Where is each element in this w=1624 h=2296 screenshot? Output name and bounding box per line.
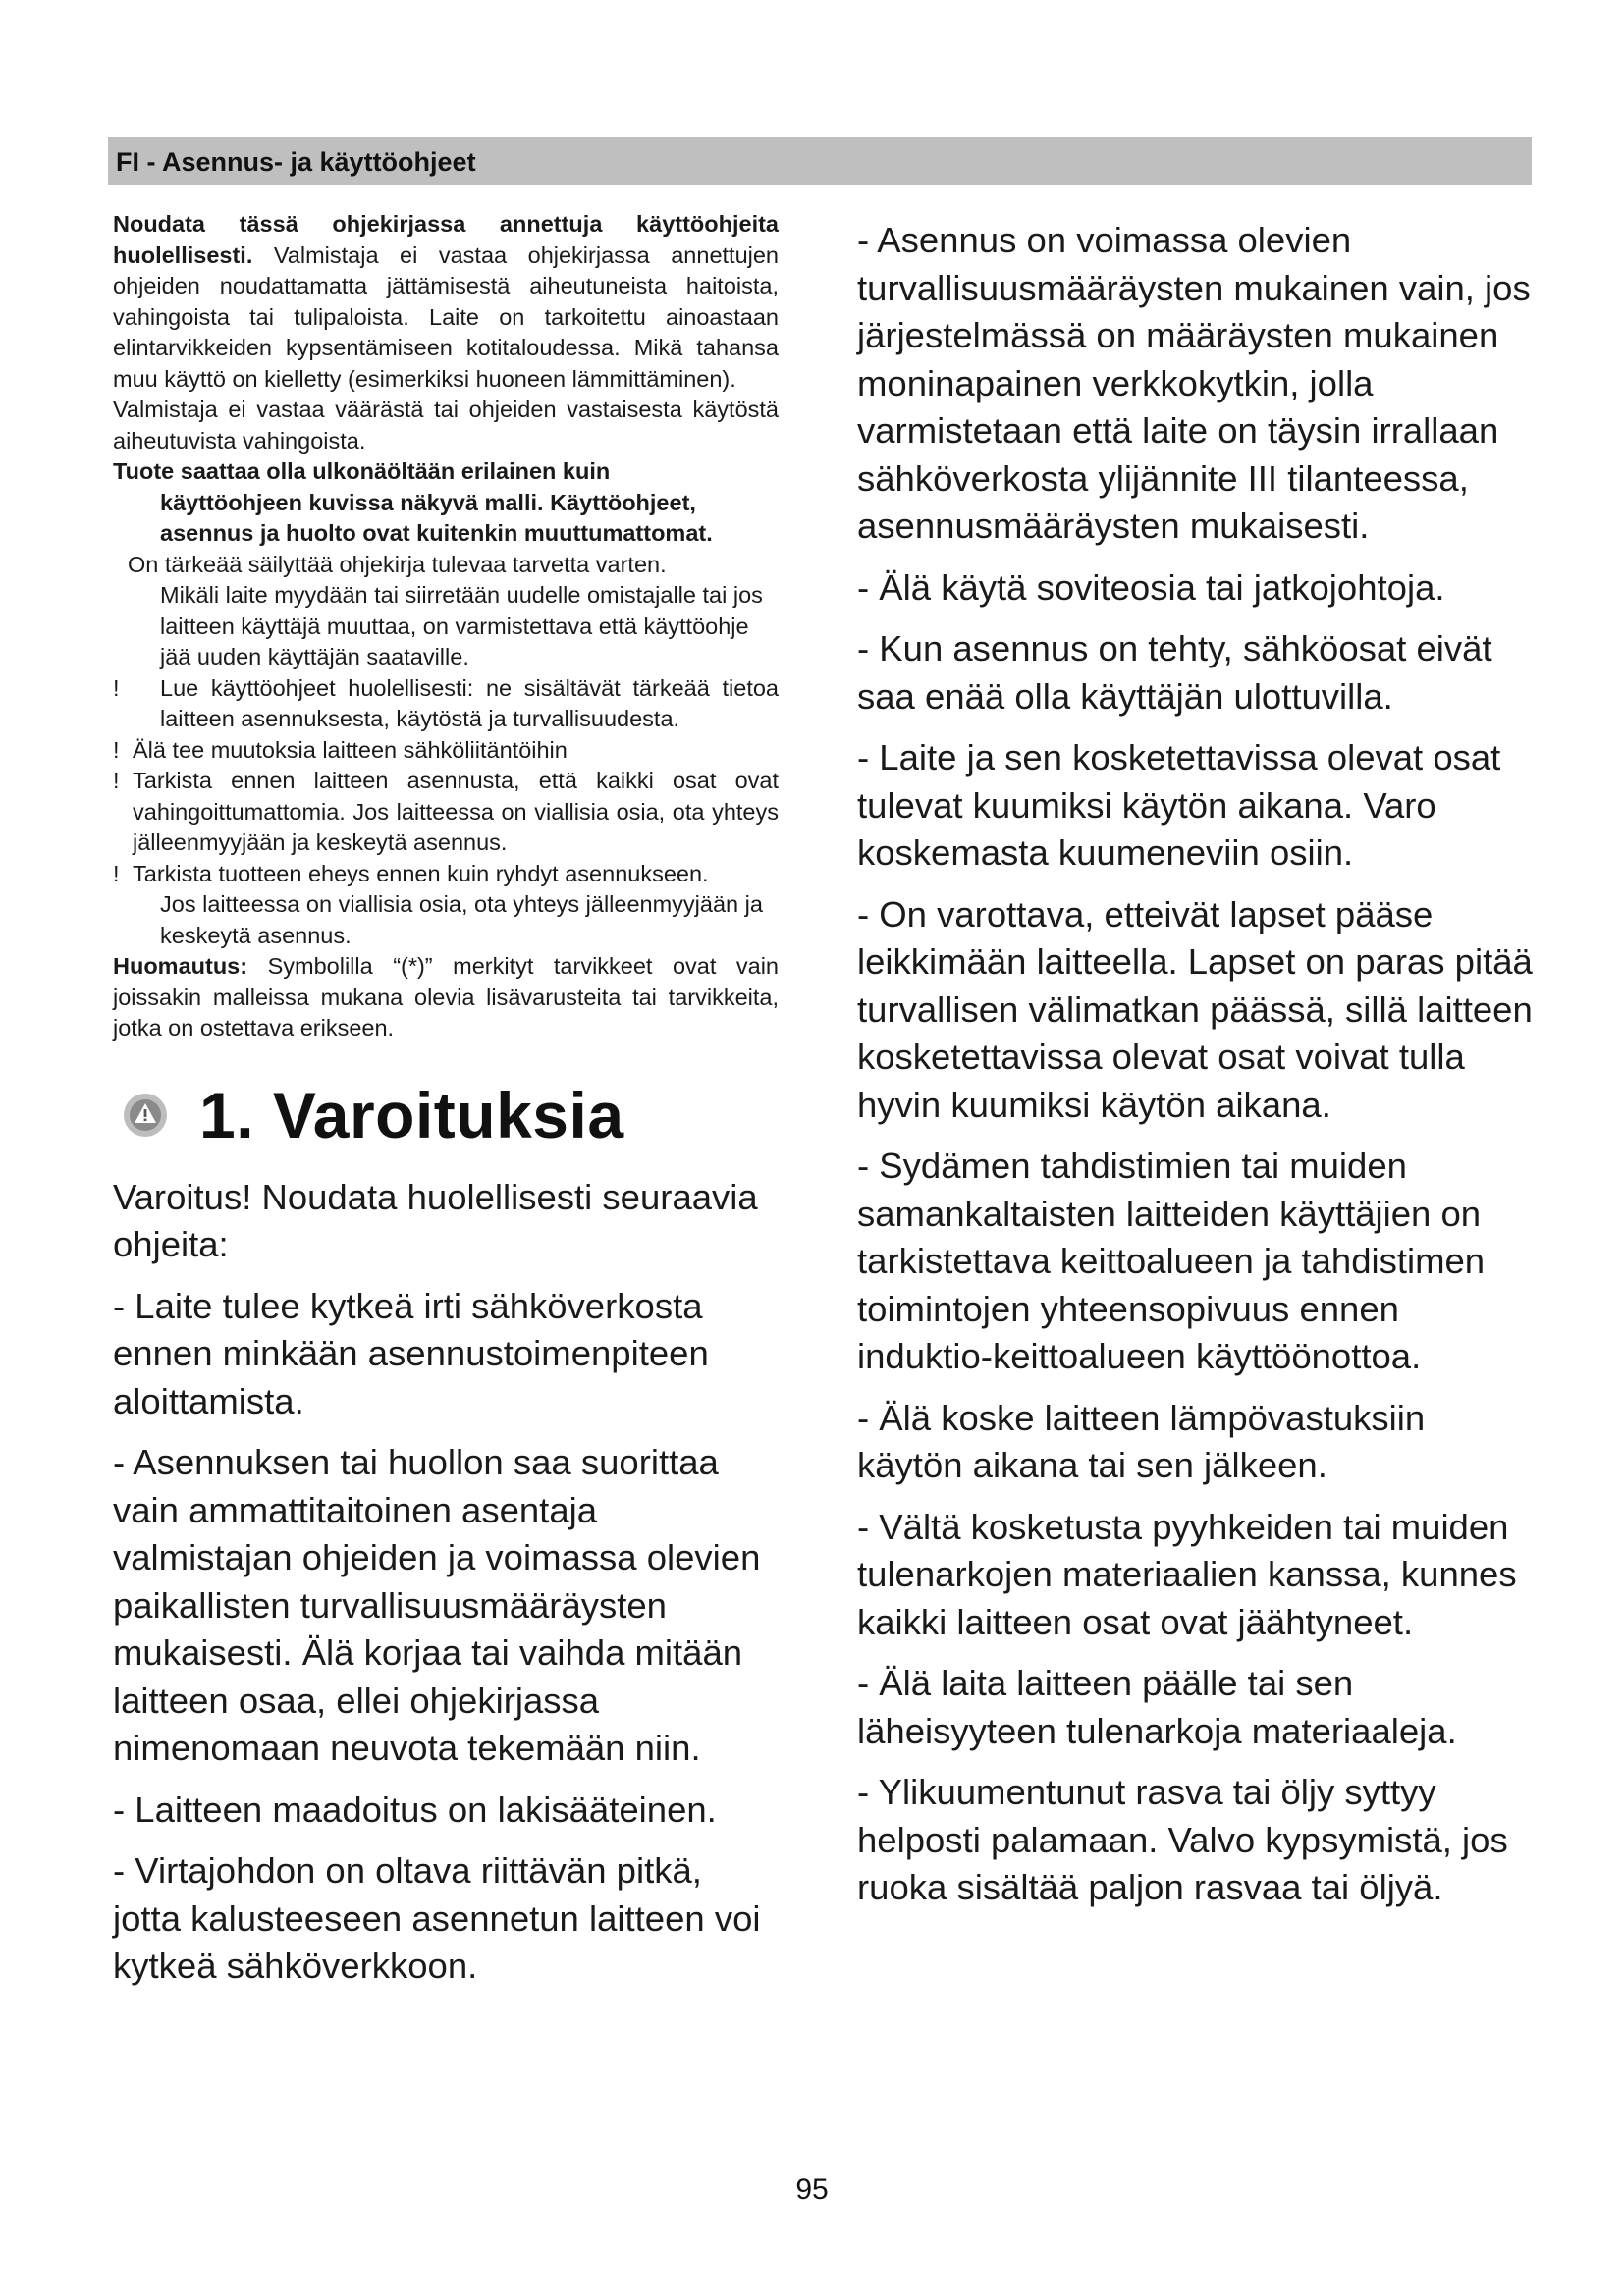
note-text-1: Symbolilla — [247, 953, 394, 979]
warning-paragraph: - Asennuksen tai huollon saa suorittaa vain ammattitaitoinen asentaja valmistajan ohjeiden ja voimassa olevien paikallisten turvallisuusmääräysten mukaisesti. Älä korjaa tai vaihda mitään laitteen osaa, ellei ohjekirjassa nimenomaan neuvota tekemään niin. — [113, 1442, 761, 1768]
intro-block — [113, 209, 779, 1044]
intro-text: Valmistaja ei vastaa ohjekirjassa annettujen ohjeiden noudattamatta jättämisestä aiheutuneista haitoista, vahingoista tai tulipaloista. Laite on tarkoitettu ainoastaan elintarvikkeiden kypsentämiseen kotitaloudessa. Mikä tahansa muu käyttö on kielletty (esimerkiksi huoneen lämmittäminen). — [113, 241, 779, 392]
intro-paragraph-2: Valmistaja ei vastaa väärästä tai ohjeiden vastaisesta käytöstä aiheutuvista vahingoista. — [113, 397, 779, 454]
warning-paragraph: - Vältä kosketusta pyyhkeiden tai muiden tulenarkojen materiaalien kanssa, kunnes kaikki laitteen osat ovat jäähtyneet. — [857, 1506, 1517, 1642]
left-warnings — [113, 1174, 779, 1991]
bullet-text: Tarkista ennen laitteen asennusta, että kaikki osat ovat vahingoittumattomia. Jos laitteessa on viallisia osia, ota yhteys jälleenmyyjään ja keskeytä asennus. — [133, 768, 779, 855]
left-column — [113, 209, 779, 2004]
warning-paragraph: - Älä laita laitteen päälle tai sen läheisyyteen tulenarkoja materiaaleja. — [857, 1663, 1457, 1751]
bullet-check-integrity — [113, 859, 779, 890]
warning-paragraph: - Kun asennus on tehty, sähköosat eivät saa enää olla käyttäjän ulottuvilla. — [857, 628, 1492, 717]
bullet-text: Tarkista tuotteen eheys ennen kuin ryhdyt asennukseen. — [133, 860, 709, 886]
bullet-continuation: Jos laitteessa on viallisia osia, ota yhteys jälleenmyyjään ja keskeytä asennus. — [160, 891, 763, 948]
bullet-read-manual — [113, 673, 779, 735]
section-header-bar — [108, 137, 1532, 185]
intro-keep-manual: On tärkeää säilyttää ohjekirja tulevaa tarvetta varten. — [128, 551, 667, 577]
intro-bold-line-1: Tuote saattaa olla ulkonäöltään erilainen kuin — [113, 458, 611, 484]
warning-paragraph: - Virtajohdon on oltava riittävän pitkä, jotta kalusteeseen asennetun laitteen voi kytkeä sähköverkkoon. — [113, 1850, 761, 1986]
section-title: 1. Varoituksia — [199, 1078, 624, 1151]
bullet-text: Lue käyttöohjeet huolellisesti: ne sisältävät tärkeää tietoa laitteen asennuksesta, käytöstä ja turvallisuudesta. — [160, 674, 779, 731]
intro-paragraph-1 — [113, 209, 779, 395]
warning-paragraph: - Asennus on voimassa olevien turvallisuusmääräysten mukainen vain, jos järjestelmässä on määräysten mukainen moninapainen verkkokytkin, jolla varmistetaan että laite on täysin irrallaan sähköverkosta ylijännite III tilanteessa, asennusmääräysten mukaisesti. — [857, 220, 1531, 546]
bullet-check-parts — [113, 766, 779, 859]
warning-paragraph: - Laite ja sen kosketettavissa olevat osat tulevat kuumiksi käytön aikana. Varo koskemasta kuumeneviin osiin. — [857, 737, 1501, 873]
warning-paragraph: - On varottava, etteivät lapset pääse leikkimään laitteella. Lapset on paras pitää turvallisen välimatkan päässä, sillä laitteen kosketettavissa olevat osat voivat tulla hyvin kuumiksi käytön aikana. — [857, 893, 1533, 1125]
right-warnings — [857, 217, 1535, 1912]
warning-paragraph: Varoitus! Noudata huolellisesti seuraavia ohjeita: — [113, 1176, 758, 1264]
warning-paragraph: - Älä koske laitteen lämpövastuksiin käytön aikana tai sen jälkeen. — [857, 1397, 1426, 1485]
bullet-mark: ! — [113, 736, 120, 763]
page-number: 95 — [795, 2173, 829, 2206]
bullet-mark: ! — [113, 674, 120, 701]
note-text-2: merkityt tarvikkeet ovat vain joissakin malleissa mukana olevia lisävarusteita tai tarvikkeita, jotka on ostettava erikseen. — [113, 953, 779, 1041]
bullet-mark: ! — [113, 860, 120, 886]
note-symbol: “(*)” — [393, 953, 433, 979]
intro-bold-line-3: asennus ja huolto ovat kuitenkin muuttumattomat. — [160, 520, 713, 546]
intro-new-owner: Mikäli laite myydään tai siirretään uudelle omistajalle tai jos laitteen käyttäjä muuttaa, on varmistettava että käyttöohje jää uuden käyttäjän saataville. — [160, 582, 763, 669]
right-column — [857, 217, 1535, 1926]
warning-paragraph: - Älä käytä soviteosia tai jatkojohtoja. — [857, 566, 1445, 608]
bullet-mark: ! — [113, 768, 120, 793]
intro-bold-line-2: käyttöohjeen kuvissa näkyvä malli. Käyttöohjeet, — [160, 489, 696, 515]
warning-paragraph: - Laitteen maadoitus on lakisääteinen. — [113, 1789, 717, 1830]
bullet-text: Älä tee muutoksia laitteen sähköliitäntöihin — [133, 736, 568, 763]
header-title: FI - Asennus- ja käyttöohjeet — [116, 147, 476, 177]
intro-bold-lead: Noudata tässä ohjekirjassa annettuja käyttöohjeita huolellisesti. — [113, 211, 779, 268]
section-heading — [113, 1078, 779, 1152]
warning-paragraph: - Sydämen tahdistimien tai muiden samankaltaisten laitteiden käyttäjien on tarkistettava keittoalueen ja tahdistimen toimintojen yhteensopivuus ennen induktio-keittoalueen käyttöönottoa. — [857, 1146, 1486, 1376]
warning-icon — [121, 1091, 170, 1140]
bullet-no-modifications — [113, 735, 779, 767]
note-paragraph — [113, 951, 779, 1044]
warning-paragraph: - Laite tulee kytkeä irti sähköverkosta ennen minkään asennustoimenpiteen aloittamista. — [113, 1285, 709, 1421]
warning-paragraph: - Ylikuumentunut rasva tai öljy syttyy helposti palamaan. Valvo kypsymistä, jos ruoka sisältää paljon rasvaa tai öljyä. — [857, 1772, 1508, 1907]
note-label: Huomautus: — [113, 953, 248, 979]
